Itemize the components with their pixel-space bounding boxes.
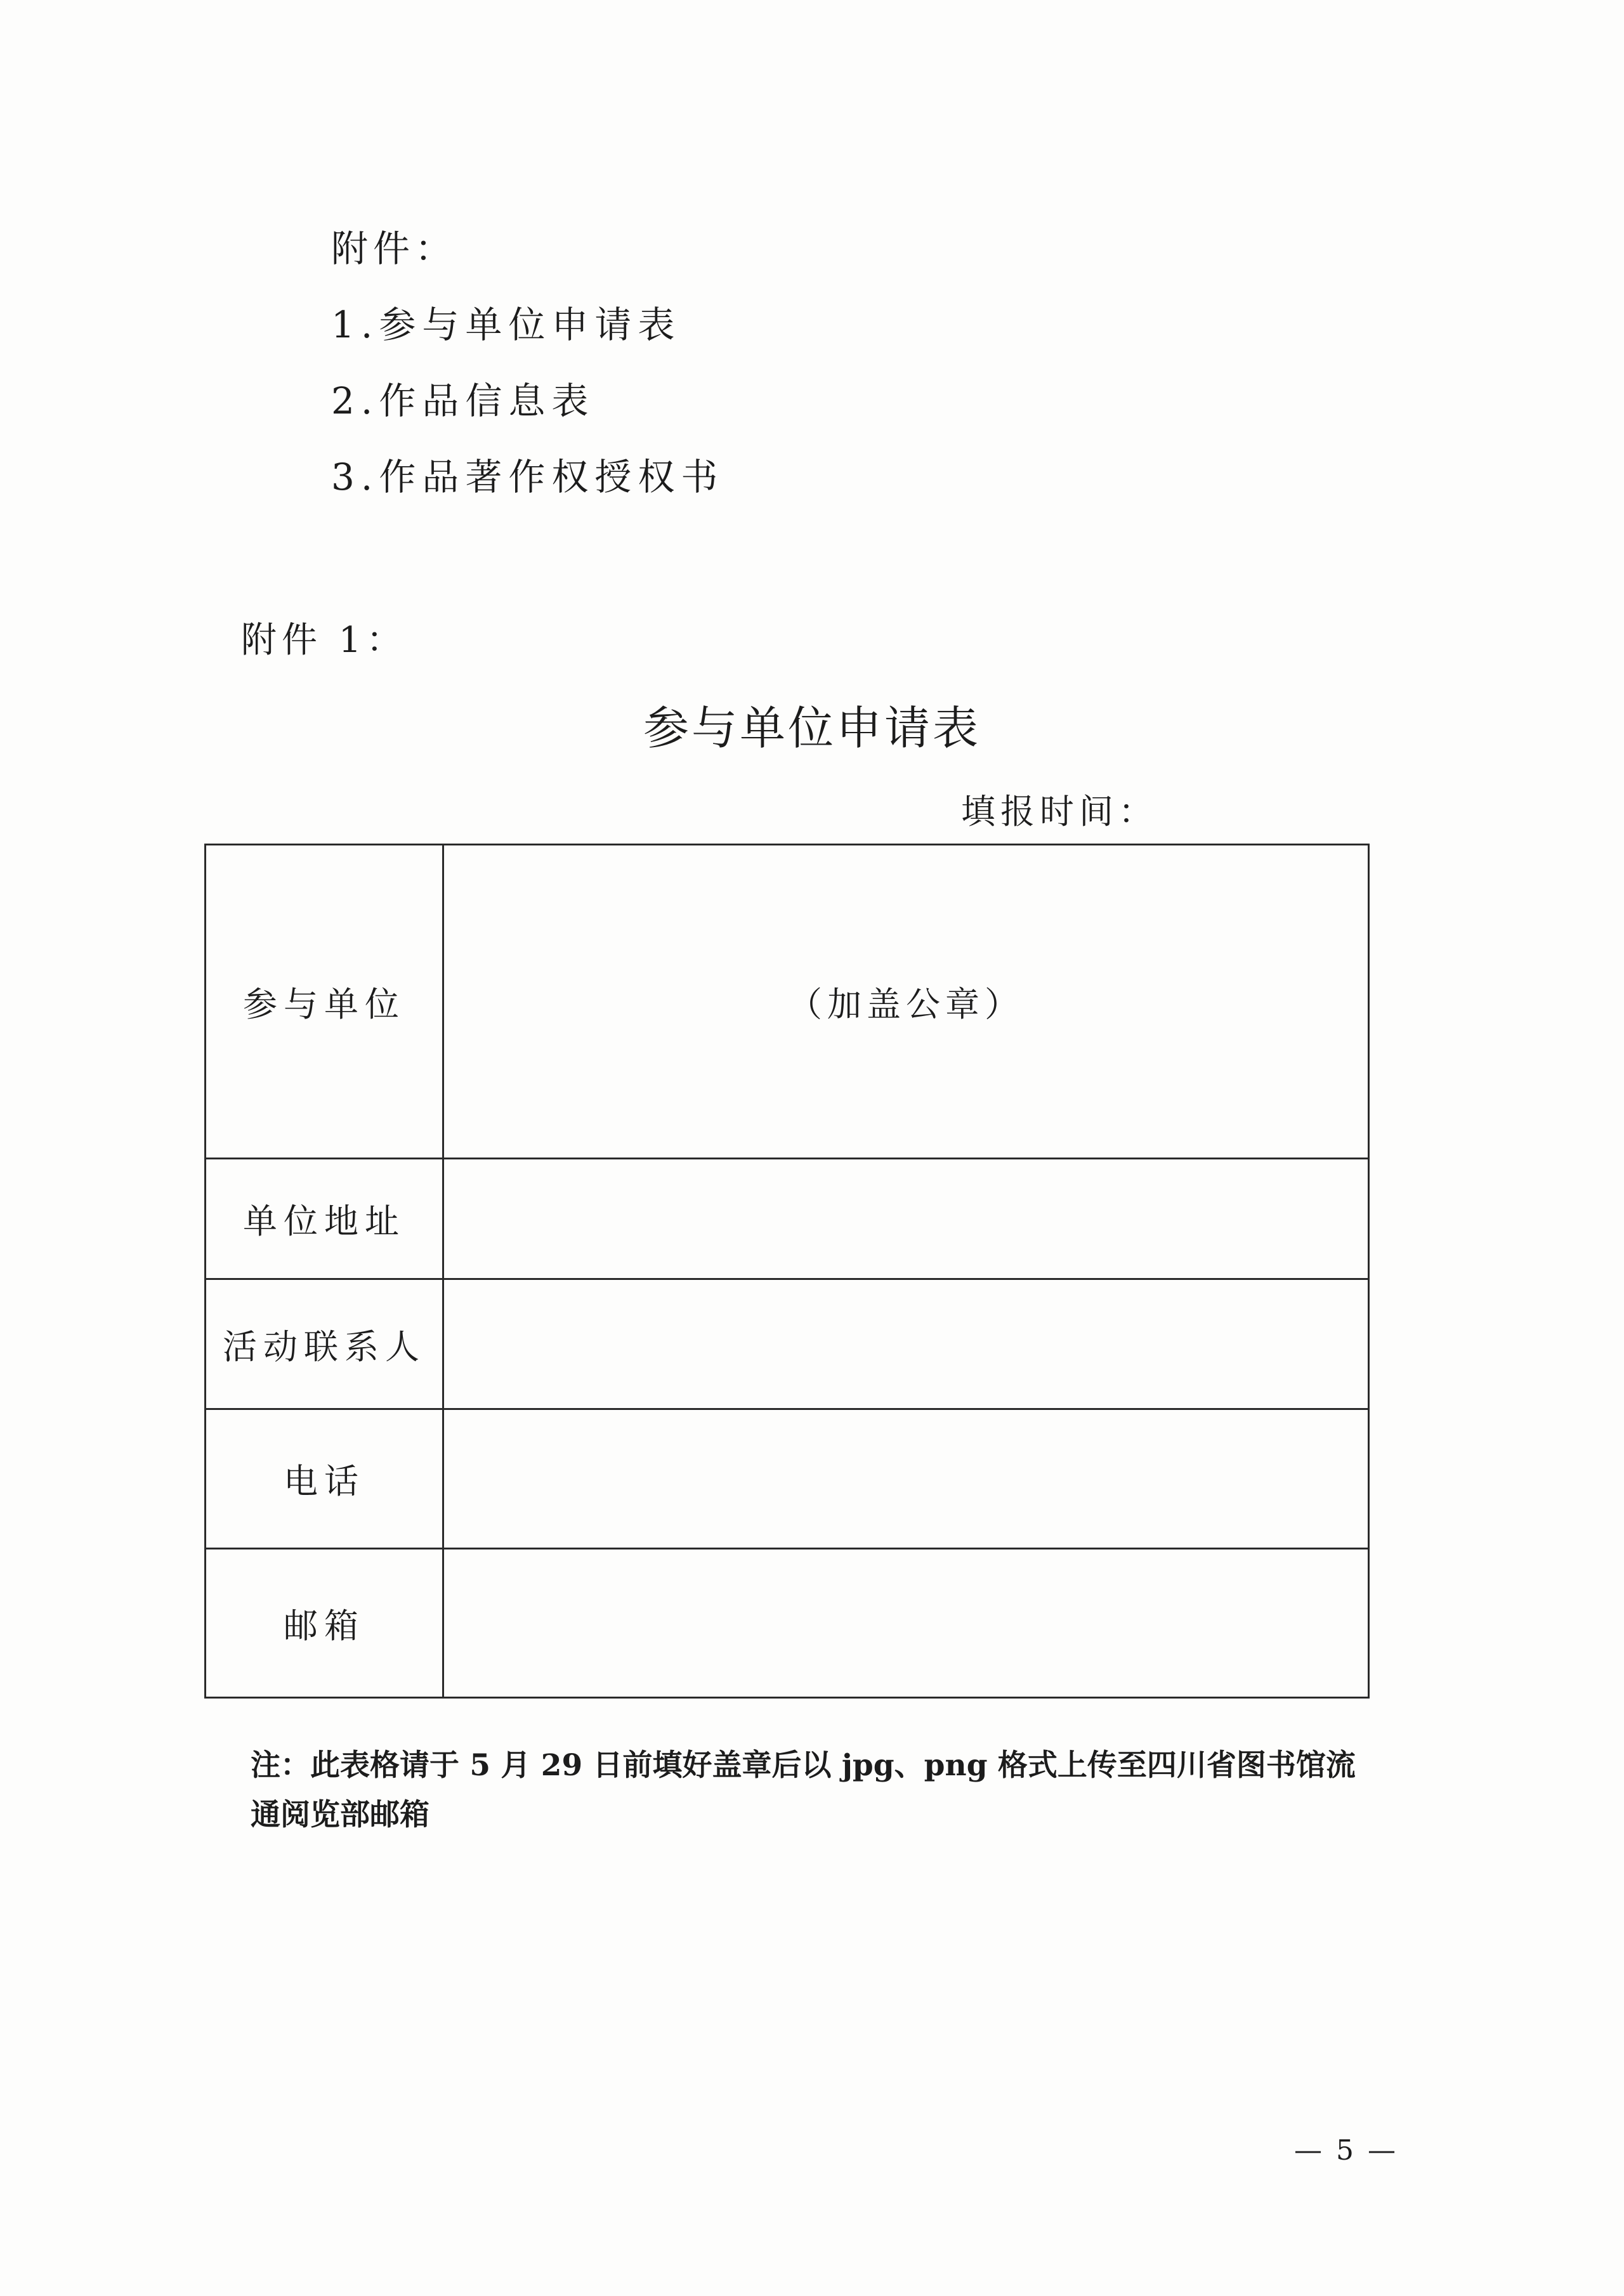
form-title: 参与单位申请表 xyxy=(643,701,981,755)
form-note: 注：此表格请于 5 月 29 日前填好盖章后以 jpg、png 格式上传至四川省图书馆流通阅览部邮箱 xyxy=(251,1748,1356,1832)
attachment-item-2: 2.作品信息表 xyxy=(331,379,595,422)
participating-unit-field[interactable]: （加盖公章） xyxy=(443,845,1369,1159)
table-row xyxy=(206,1279,1369,1409)
row-label-phone: 电话 xyxy=(206,1409,443,1549)
unit-address-field[interactable] xyxy=(443,1159,1369,1279)
page-number: — 5 — xyxy=(1294,2134,1398,2167)
fill-date-label: 填报时间： xyxy=(961,792,1158,832)
phone-field[interactable] xyxy=(443,1409,1369,1549)
table-row xyxy=(206,1549,1369,1698)
attachments-heading: 附件： xyxy=(331,227,457,270)
row-label-participating-unit: 参与单位 xyxy=(206,845,443,1159)
email-field[interactable] xyxy=(443,1549,1369,1698)
attachment-item-3: 3.作品著作权授权书 xyxy=(331,455,724,499)
table-row xyxy=(206,1409,1369,1549)
row-label-contact-person: 活动联系人 xyxy=(206,1279,443,1409)
application-form-table xyxy=(204,844,1370,1699)
row-label-email: 邮箱 xyxy=(206,1549,443,1698)
table-row xyxy=(206,845,1369,1159)
table-row xyxy=(206,1159,1369,1279)
contact-person-field[interactable] xyxy=(443,1279,1369,1409)
attachment-item-1: 1.参与单位申请表 xyxy=(331,303,681,346)
attachment-1-label: 附件 1： xyxy=(241,620,407,661)
row-label-unit-address: 单位地址 xyxy=(206,1159,443,1279)
